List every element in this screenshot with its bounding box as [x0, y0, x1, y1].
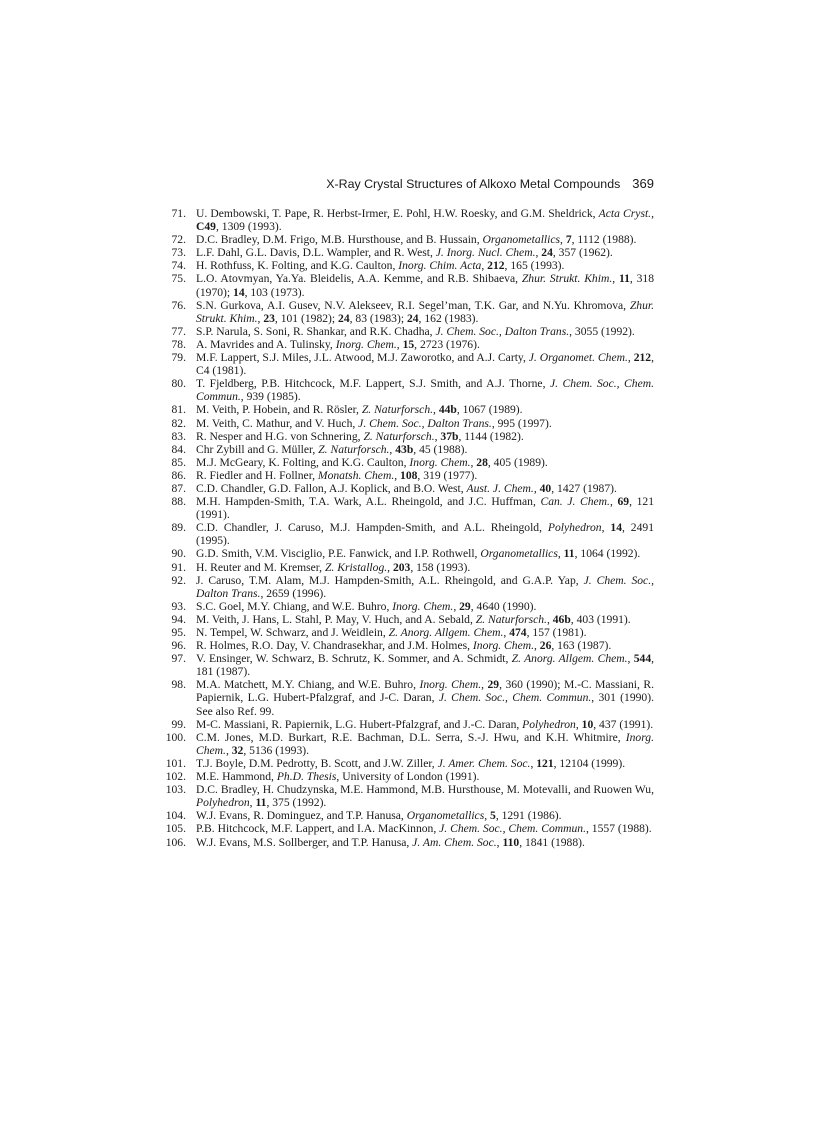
reference-number: 73.	[171, 246, 186, 260]
reference-number: 83.	[171, 429, 186, 443]
reference-number: 105.	[165, 822, 186, 836]
citation-text: , 181 (1987).	[196, 652, 655, 679]
journal-title: Polyhedron	[547, 521, 602, 535]
reference-text	[196, 836, 585, 849]
reference-number: 78.	[171, 337, 186, 351]
reference-text	[196, 207, 654, 233]
reference-number: 82.	[171, 416, 186, 430]
journal-title: Z. Naturforsch.	[363, 429, 435, 443]
reference-item	[160, 718, 654, 731]
citation-text: S.N. Gurkova, A.I. Gusev, N.V. Alekseev, R.I. Segel’man, T.K. Gar, and N.Yu. Khromova,	[196, 298, 630, 312]
citation-text: ,	[612, 272, 619, 286]
journal-title: Polyhedron	[522, 717, 576, 731]
volume-number: 24	[541, 246, 553, 260]
journal-title: Organometallics	[482, 233, 561, 247]
citation-text: , 1309 (1993).	[215, 220, 282, 234]
volume-number: 121	[536, 756, 554, 770]
reference-number: 95.	[171, 626, 186, 639]
citation-text: , 1064 (1992).	[574, 547, 641, 561]
journal-title: Ph.D. Thesis	[276, 770, 337, 784]
journal-title: Inorg. Chem.	[335, 337, 397, 351]
reference-item	[160, 836, 654, 849]
volume-number: 212	[487, 259, 505, 273]
reference-item	[160, 443, 654, 456]
reference-item	[160, 403, 654, 416]
journal-title: Z. Naturforsch.	[318, 442, 390, 456]
citation-text: , 357 (1962).	[552, 246, 613, 260]
reference-item	[160, 574, 654, 600]
citation-text: ,	[546, 612, 553, 626]
reference-item	[160, 561, 654, 574]
reference-number: 98.	[171, 678, 186, 692]
running-title: X-Ray Crystal Structures of Alkoxo Metal Compounds	[326, 177, 621, 191]
citation-text: , 163 (1987).	[551, 639, 612, 653]
reference-text	[196, 574, 654, 600]
journal-title: J. Chem. Soc., Dalton Trans.	[196, 573, 655, 600]
volume-number: 40	[539, 481, 552, 495]
reference-item	[160, 600, 654, 613]
citation-text: D.C. Bradley, H. Chudzynska, M.E. Hammond, M.B. Hursthouse, M. Motevalli, and Ruowen Wu,	[196, 783, 654, 797]
reference-text	[196, 338, 480, 351]
volume-number: 11	[563, 547, 575, 561]
citation-text: , 165 (1993).	[504, 259, 565, 273]
journal-title: J. Organomet. Chem.	[528, 351, 628, 365]
citation-text: ,	[484, 809, 491, 823]
reference-item	[160, 246, 654, 259]
reference-text	[196, 547, 640, 560]
volume-number: 32	[231, 743, 244, 757]
citation-text: Chr Zybill and G. Müller,	[196, 442, 319, 456]
citation-text: R. Holmes, R.O. Day, V. Chandrasekhar, and J.M. Holmes,	[196, 639, 473, 653]
citation-text: M.J. McGeary, K. Folting, and K.G. Caulton,	[196, 455, 410, 469]
journal-title: Inorg. Chem.	[196, 730, 654, 757]
volume-number: 5	[490, 809, 496, 823]
reference-text	[196, 561, 470, 574]
volume-number: 37b	[440, 429, 459, 443]
citation-text: , 1112 (1988).	[571, 233, 637, 247]
reference-number: 97.	[171, 652, 186, 666]
reference-text	[196, 417, 552, 430]
volume-number: 15	[402, 337, 415, 351]
reference-number: 76.	[171, 298, 186, 312]
citation-text: ,	[481, 259, 488, 273]
journal-title: Monatsh. Chem.	[317, 468, 395, 482]
volume-number: 43b	[395, 442, 414, 456]
journal-title: Zhur. Strukt. Khim.	[521, 272, 613, 286]
reference-item	[160, 259, 654, 272]
reference-number: 71.	[171, 207, 186, 220]
reference-item	[160, 272, 654, 298]
reference-number: 101.	[165, 756, 186, 770]
citation-text: ,	[249, 796, 256, 810]
citation-text: , 375 (1992).	[266, 796, 327, 810]
reference-item	[160, 822, 654, 835]
reference-text	[196, 783, 654, 809]
citation-text: , 4640 (1990).	[470, 599, 537, 613]
citation-text: N. Tempel, W. Schwarz, and J. Weidlein,	[196, 626, 389, 639]
volume-number: 44b	[438, 403, 457, 417]
citation-text: A. Mavrides and A. Tulinsky,	[196, 337, 336, 351]
citation-text: C.D. Chandler, G.D. Fallon, A.J. Koplick, and B.O. West,	[196, 481, 467, 495]
reference-text	[196, 652, 654, 678]
journal-title: J. Chem. Soc., Dalton Trans.	[358, 416, 492, 430]
reference-text	[196, 482, 617, 495]
citation-text: R. Fiedler and H. Follner,	[196, 468, 318, 482]
reference-item	[160, 299, 654, 325]
reference-text	[196, 495, 654, 521]
citation-text: M. Veith, J. Hans, L. Stahl, P. May, V. Huch, and A. Sebald,	[196, 612, 476, 626]
citation-text: ,	[453, 599, 460, 613]
volume-number: 7	[565, 233, 572, 247]
reference-item	[160, 639, 654, 652]
reference-item	[160, 757, 654, 770]
citation-text: , C4 (1981).	[196, 351, 654, 378]
reference-number: 87.	[171, 481, 186, 495]
citation-text: , 1841 (1988).	[519, 835, 585, 849]
citation-text: , 437 (1991).	[593, 717, 654, 731]
citation-text: H. Rothfuss, K. Folting, and K.G. Caulton,	[196, 259, 399, 273]
citation-text: , 1291 (1986).	[495, 809, 562, 823]
reference-number: 96.	[171, 639, 186, 653]
reference-item	[160, 521, 654, 547]
citation-text: , University of London (1991).	[336, 770, 480, 784]
reference-number: 72.	[171, 233, 186, 247]
citation-text: , 301 (1990). See also Ref. 99.	[196, 691, 654, 718]
reference-item	[160, 652, 654, 678]
reference-item	[160, 456, 654, 469]
citation-text: L.F. Dahl, G.L. Davis, D.L. Wampler, and R. West,	[196, 246, 436, 260]
volume-number: 29	[459, 599, 471, 613]
volume-number: 46b	[552, 612, 571, 626]
reference-text	[196, 718, 653, 731]
reference-number: 89.	[171, 521, 186, 535]
reference-item	[160, 613, 654, 626]
reference-list	[160, 207, 654, 849]
journal-title: J. Inorg. Nucl. Chem.	[435, 246, 536, 260]
reference-number: 100.	[165, 730, 186, 744]
citation-text: , 2491 (1995).	[196, 521, 654, 548]
citation-text: , 83 (1983);	[349, 311, 407, 325]
reference-number: 81.	[171, 403, 186, 417]
reference-text	[196, 351, 654, 377]
journal-title: Inorg. Chim. Acta	[398, 259, 482, 273]
citation-text: P.B. Hitchcock, M.F. Lappert, and I.A. MacKinnon,	[196, 822, 440, 836]
journal-title: J. Am. Chem. Soc.	[412, 835, 497, 849]
citation-text: G.D. Smith, V.M. Visciglio, P.E. Fanwick, and I.P. Rothwell,	[196, 547, 481, 561]
citation-text: ,	[651, 207, 654, 220]
citation-text: , 1067 (1989).	[456, 403, 523, 417]
citation-text: M.H. Hampden-Smith, T.A. Wark, A.L. Rheingold, and J.C. Huffman,	[196, 495, 541, 509]
citation-text: M.F. Lappert, S.J. Miles, J.L. Atwood, M.J. Zaworotko, and A.J. Carty,	[196, 351, 529, 365]
volume-number: 28	[476, 455, 488, 469]
citation-text: , 995 (1997).	[491, 416, 552, 430]
reference-number: 75.	[171, 272, 186, 286]
reference-number: 94.	[171, 612, 186, 626]
citation-text: S.P. Narula, S. Soni, R. Shankar, and R.K. Chadha,	[196, 324, 436, 338]
reference-text	[196, 822, 652, 835]
volume-number: 212	[633, 351, 652, 365]
journal-title: J. Amer. Chem. Soc.	[437, 756, 531, 770]
reference-number: 92.	[171, 573, 186, 587]
citation-text: U. Dembowski, T. Pape, R. Herbst-Irmer, E. Pohl, H.W. Roesky, and G.M. Sheldrick,	[196, 207, 599, 220]
citation-text: , 157 (1981).	[526, 626, 587, 639]
citation-text: ,	[433, 403, 439, 417]
reference-text	[196, 469, 477, 482]
reference-item	[160, 377, 654, 403]
citation-text: ,	[560, 233, 566, 247]
citation-text: D.C. Bradley, D.M. Frigo, M.B. Hursthouse, and B. Hussain,	[196, 233, 483, 247]
citation-text: M.A. Matchett, M.Y. Chiang, and W.E. Buhro,	[196, 678, 420, 692]
citation-text: W.J. Evans, M.S. Sollberger, and T.P. Hanusa,	[196, 835, 413, 849]
citation-text: , 45 (1988).	[413, 442, 468, 456]
citation-text: H. Reuter and M. Kremser,	[196, 560, 325, 574]
reference-text	[196, 613, 631, 626]
volume-number: 110	[502, 835, 520, 849]
reference-number: 102.	[165, 770, 186, 784]
reference-text	[196, 639, 611, 652]
journal-title: Polyhedron	[196, 796, 250, 810]
volume-number: 23	[263, 311, 275, 325]
reference-text	[196, 456, 548, 469]
reference-item	[160, 495, 654, 521]
journal-title: Organometallics	[480, 547, 558, 561]
running-header	[0, 176, 654, 191]
reference-item	[160, 325, 654, 338]
reference-number: 84.	[171, 442, 186, 456]
citation-text: J. Caruso, T.M. Alam, M.J. Hampden-Smith, A.L. Rheingold, and G.A.P. Yap,	[196, 573, 584, 587]
reference-item	[160, 731, 654, 757]
reference-text	[196, 430, 524, 443]
journal-title: Z. Kristallog.	[324, 560, 388, 574]
volume-number: 11	[618, 272, 630, 286]
citation-text: ,	[389, 442, 396, 456]
citation-text: , 319 (1977).	[417, 468, 478, 482]
journal-title: Organometallics	[406, 809, 485, 823]
citation-text: M. Veith, C. Mathur, and V. Huch,	[196, 416, 359, 430]
reference-text	[196, 600, 536, 613]
citation-text: , 158 (1993).	[410, 560, 471, 574]
volume-number: 29	[487, 678, 500, 692]
citation-text: ,	[627, 351, 634, 365]
volume-number: C49	[196, 220, 216, 234]
reference-text	[196, 757, 625, 770]
journal-title: J. Chem. Soc., Chem. Commun.	[438, 691, 592, 705]
citation-text: ,	[496, 835, 503, 849]
reference-number: 90.	[171, 547, 186, 561]
citation-text: , 360 (1990); M.-C. Massiani, R. Papiernik, L.G. Hubert-Pfalzgraf, and J-C. Daran,	[196, 678, 654, 705]
reference-text	[196, 521, 654, 547]
journal-title: Aust. J. Chem.	[466, 481, 534, 495]
reference-text	[196, 770, 479, 783]
citation-text: , 103 (1973).	[244, 285, 305, 299]
reference-text	[196, 443, 467, 456]
citation-text: ,	[225, 743, 232, 757]
reference-text	[196, 246, 613, 259]
journal-title: J. Chem. Soc., Chem. Commun.	[196, 377, 654, 404]
reference-item	[160, 351, 654, 377]
citation-text: , 1427 (1987).	[551, 481, 617, 495]
reference-text	[196, 377, 654, 403]
volume-number: 14	[610, 521, 622, 535]
journal-title: Inorg. Chem.	[409, 455, 471, 469]
citation-text: ,	[601, 521, 611, 535]
citation-text: ,	[609, 495, 618, 509]
citation-text: ,	[387, 560, 393, 574]
reference-number: 93.	[171, 599, 186, 613]
reference-number: 88.	[171, 495, 186, 509]
citation-text: , 939 (1985).	[240, 390, 301, 404]
citation-text: ,	[257, 311, 264, 325]
volume-number: 24	[406, 311, 419, 325]
reference-text	[196, 731, 654, 757]
reference-item	[160, 338, 654, 351]
journal-title: Zhur. Strukt. Khim.	[196, 298, 654, 325]
citation-text: V. Ensinger, W. Schwarz, B. Schrutz, K. Sommer, and A. Schmidt,	[196, 652, 512, 666]
citation-text: ,	[394, 468, 401, 482]
reference-text	[196, 678, 654, 717]
citation-text: T. Fjeldberg, P.B. Hitchcock, M.F. Lappert, S.J. Smith, and A.J. Thorne,	[196, 377, 550, 391]
citation-text: ,	[627, 652, 634, 666]
reference-number: 77.	[171, 324, 186, 338]
reference-item	[160, 678, 654, 717]
reference-number: 91.	[171, 560, 186, 574]
citation-text: ,	[533, 481, 540, 495]
citation-text: ,	[533, 639, 540, 653]
journal-title: J. Chem. Soc., Dalton Trans.	[435, 324, 570, 338]
volume-number: 108	[400, 468, 418, 482]
citation-text: , 1557 (1988).	[586, 822, 652, 836]
citation-text: ,	[530, 756, 537, 770]
volume-number: 26	[539, 639, 552, 653]
citation-text: T.J. Boyle, D.M. Pedrotty, B. Scott, and J.W. Ziller,	[196, 756, 438, 770]
citation-text: M.E. Hammond,	[196, 770, 277, 784]
citation-text: W.J. Evans, R. Dominguez, and T.P. Hanusa,	[196, 809, 407, 823]
citation-text: M. Veith, P. Hobein, and R. Rösler,	[196, 403, 362, 417]
citation-text: S.C. Goel, M.Y. Chiang, and W.E. Buhro,	[196, 599, 393, 613]
reference-item	[160, 547, 654, 560]
reference-text	[196, 259, 564, 272]
citation-text: C.D. Chandler, J. Caruso, M.J. Hampden-Smith, and A.L. Rheingold,	[196, 521, 548, 535]
reference-item	[160, 207, 654, 233]
journal-title: Inorg. Chem.	[392, 599, 454, 613]
citation-text: , 403 (1991).	[570, 612, 631, 626]
volume-number: 544	[633, 652, 652, 666]
reference-item	[160, 233, 654, 246]
citation-text: , 101 (1982);	[274, 311, 339, 325]
citation-text: ,	[557, 547, 564, 561]
volume-number: 11	[255, 796, 267, 810]
citation-text: , 3055 (1992).	[569, 324, 635, 338]
reference-item	[160, 482, 654, 495]
citation-text: R. Nesper and H.G. von Schnering,	[196, 429, 364, 443]
reference-number: 104.	[165, 809, 186, 823]
reference-number: 74.	[171, 259, 186, 273]
reference-item	[160, 626, 654, 639]
journal-title: Inorg. Chem.	[472, 639, 534, 653]
reference-text	[196, 403, 523, 416]
reference-item	[160, 417, 654, 430]
reference-number: 103.	[165, 783, 186, 797]
reference-number: 79.	[171, 351, 186, 365]
citation-text: , 318 (1970);	[196, 272, 655, 299]
volume-number: 69	[617, 495, 630, 509]
volume-number: 10	[581, 717, 594, 731]
reference-text	[196, 325, 635, 338]
citation-text: , 2659 (1996).	[260, 586, 327, 600]
citation-text: ,	[503, 626, 510, 639]
journal-title: Can. J. Chem.	[540, 495, 610, 509]
citation-text: ,	[575, 717, 582, 731]
citation-text: ,	[535, 246, 542, 260]
citation-text: ,	[396, 337, 403, 351]
reference-number: 106.	[165, 835, 186, 849]
page-number: 369	[632, 176, 654, 191]
citation-text: , 5136 (1993).	[243, 743, 310, 757]
reference-item	[160, 430, 654, 443]
citation-text: , 405 (1989).	[487, 455, 548, 469]
citation-text: , 121 (1991).	[196, 495, 655, 522]
citation-text: ,	[470, 455, 477, 469]
reference-text	[196, 626, 587, 639]
reference-number: 80.	[171, 377, 186, 391]
reference-number: 99.	[171, 717, 186, 731]
volume-number: 474	[509, 626, 527, 639]
reference-text	[196, 233, 636, 246]
journal-title: Z. Naturforsch.	[475, 612, 547, 626]
citation-text: M-C. Massiani, R. Papiernik, L.G. Hubert-Pfalzgraf, and J.-C. Daran,	[196, 717, 523, 731]
journal-title: Z. Anorg. Allgem. Chem.	[511, 652, 628, 666]
citation-text: , 1144 (1982).	[458, 429, 524, 443]
citation-text: ,	[481, 678, 488, 692]
citation-text: C.M. Jones, M.D. Burkart, R.E. Bachman, D.L. Serra, S.-J. Hwu, and K.H. Whitmire,	[196, 730, 626, 744]
reference-number: 85.	[171, 455, 186, 469]
journal-title: Acta Cryst.	[598, 207, 652, 220]
reference-item	[160, 770, 654, 783]
citation-text: ,	[434, 429, 441, 443]
citation-text: , 2723 (1976).	[414, 337, 480, 351]
journal-title: Z. Naturforsch.	[361, 403, 434, 417]
reference-text	[196, 299, 654, 325]
reference-item	[160, 809, 654, 822]
reference-text	[196, 272, 654, 298]
journal-title: Inorg. Chem.	[419, 678, 482, 692]
citation-text: L.O. Atovmyan, Ya.Ya. Bleidelis, A.A. Kemme, and R.B. Shibaeva,	[196, 272, 522, 286]
volume-number: 24	[338, 311, 350, 325]
reference-number: 86.	[171, 468, 186, 482]
citation-text: , 12104 (1999).	[553, 756, 626, 770]
reference-item	[160, 783, 654, 809]
volume-number: 203	[392, 560, 411, 574]
reference-item	[160, 469, 654, 482]
reference-text	[196, 809, 562, 822]
volume-number: 14	[233, 285, 245, 299]
journal-title: J. Chem. Soc., Chem. Commun.	[439, 822, 586, 836]
journal-title: Z. Anorg. Allgem. Chem.	[388, 626, 504, 639]
citation-text: , 162 (1983).	[418, 311, 479, 325]
